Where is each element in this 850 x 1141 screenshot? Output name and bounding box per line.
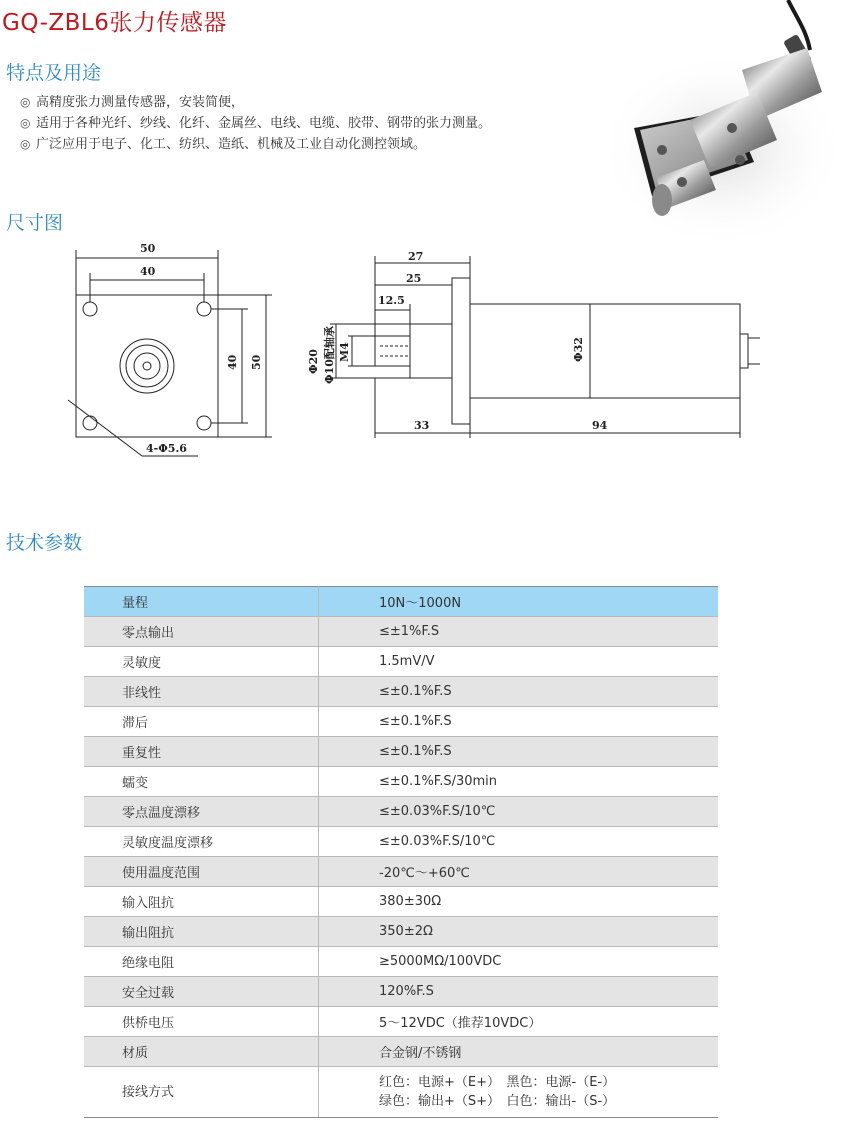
dim-label: 27 [408,250,424,263]
wiring-line: 红色：电源+（E+） 黑色：电源-（E-） [379,1075,616,1090]
spec-key: 零点温度漂移 [84,797,319,827]
spec-value: 合金钢/不锈钢 [319,1037,719,1067]
spec-key: 供桥电压 [84,1007,319,1037]
spec-key: 零点输出 [84,617,319,647]
dim-label: 50 [140,242,156,255]
table-row [84,737,718,767]
spec-value: 120%F.S [319,977,719,1007]
bullet-icon: ◎ [20,137,31,151]
spec-key: 输入阻抗 [84,887,319,917]
feature-item: ◎ 广泛应用于电子、化工、纺织、造纸、机械及工业自动化测控领域。 [20,134,540,155]
feature-list [20,92,540,155]
dim-label: 12.5 [378,294,405,307]
bullet-icon: ◎ [20,116,31,130]
page-title: GQ-ZBL6张力传感器 [2,10,227,36]
spec-key: 接线方式 [84,1067,319,1118]
table-row [84,797,718,827]
spec-value [319,1067,719,1118]
spec-value: -20℃～+60℃ [319,857,719,887]
spec-value: 10N～1000N [319,587,719,617]
spec-value: ≤±0.1%F.S [319,707,719,737]
dim-label: 40 [226,354,239,370]
spec-value: ≤±0.03%F.S/10℃ [319,797,719,827]
feature-item: ◎ 适用于各种光纤、纱线、化纤、金属丝、电线、电缆、胶带、钢带的张力测量。 [20,113,540,134]
dim-label: 50 [250,354,263,370]
dim-label: 33 [414,419,430,432]
bullet-icon: ◎ [20,95,31,109]
dim-label: 25 [406,272,422,285]
spec-key: 使用温度范围 [84,857,319,887]
table-row [84,827,718,857]
table-row [84,587,718,617]
table-row [84,977,718,1007]
spec-value: 1.5mV/V [319,647,719,677]
dim-label: Φ20 [307,349,320,374]
spec-key: 蠕变 [84,767,319,797]
dim-label: 94 [592,419,608,432]
spec-key: 绝缘电阻 [84,947,319,977]
dim-label: 40 [140,265,156,278]
table-row [84,647,718,677]
spec-key: 灵敏度温度漂移 [84,827,319,857]
table-row [84,707,718,737]
table-row [84,1067,718,1118]
spec-key: 安全过载 [84,977,319,1007]
spec-key: 滞后 [84,707,319,737]
spec-key: 重复性 [84,737,319,767]
dimensions-heading: 尺寸图 [6,212,64,234]
spec-key: 输出阻抗 [84,917,319,947]
spec-key: 非线性 [84,677,319,707]
spec-value: ≤±0.03%F.S/10℃ [319,827,719,857]
table-row [84,617,718,647]
dim-label: Φ10配轴承 [323,326,336,384]
spec-value: ≤±1%F.S [319,617,719,647]
features-heading: 特点及用途 [6,62,102,84]
table-row [84,1007,718,1037]
table-row [84,917,718,947]
spec-key: 灵敏度 [84,647,319,677]
dimension-drawing [30,238,760,498]
spec-value: ≥5000MΩ/100VDC [319,947,719,977]
spec-value: 380±30Ω [319,887,719,917]
spec-value: ≤±0.1%F.S/30min [319,767,719,797]
specs-heading: 技术参数 [6,532,83,554]
table-row [84,947,718,977]
table-row [84,887,718,917]
spec-value: ≤±0.1%F.S [319,677,719,707]
dim-label: M4 [338,342,351,362]
dim-label: Φ32 [572,337,585,362]
wiring-line: 绿色：输出+（S+） 白色：输出-（S-） [379,1094,616,1109]
table-row [84,677,718,707]
spec-value: 350±2Ω [319,917,719,947]
table-row [84,857,718,887]
spec-value: ≤±0.1%F.S [319,737,719,767]
spec-table [84,586,718,1118]
spec-key: 材质 [84,1037,319,1067]
dim-label: 4-Φ5.6 [146,442,187,455]
table-row [84,1037,718,1067]
spec-value: 5～12VDC（推荐10VDC） [319,1007,719,1037]
table-row [84,767,718,797]
spec-key: 量程 [84,587,319,617]
product-photo [592,0,850,252]
feature-item: ◎ 高精度张力测量传感器，安装简便， [20,92,540,113]
